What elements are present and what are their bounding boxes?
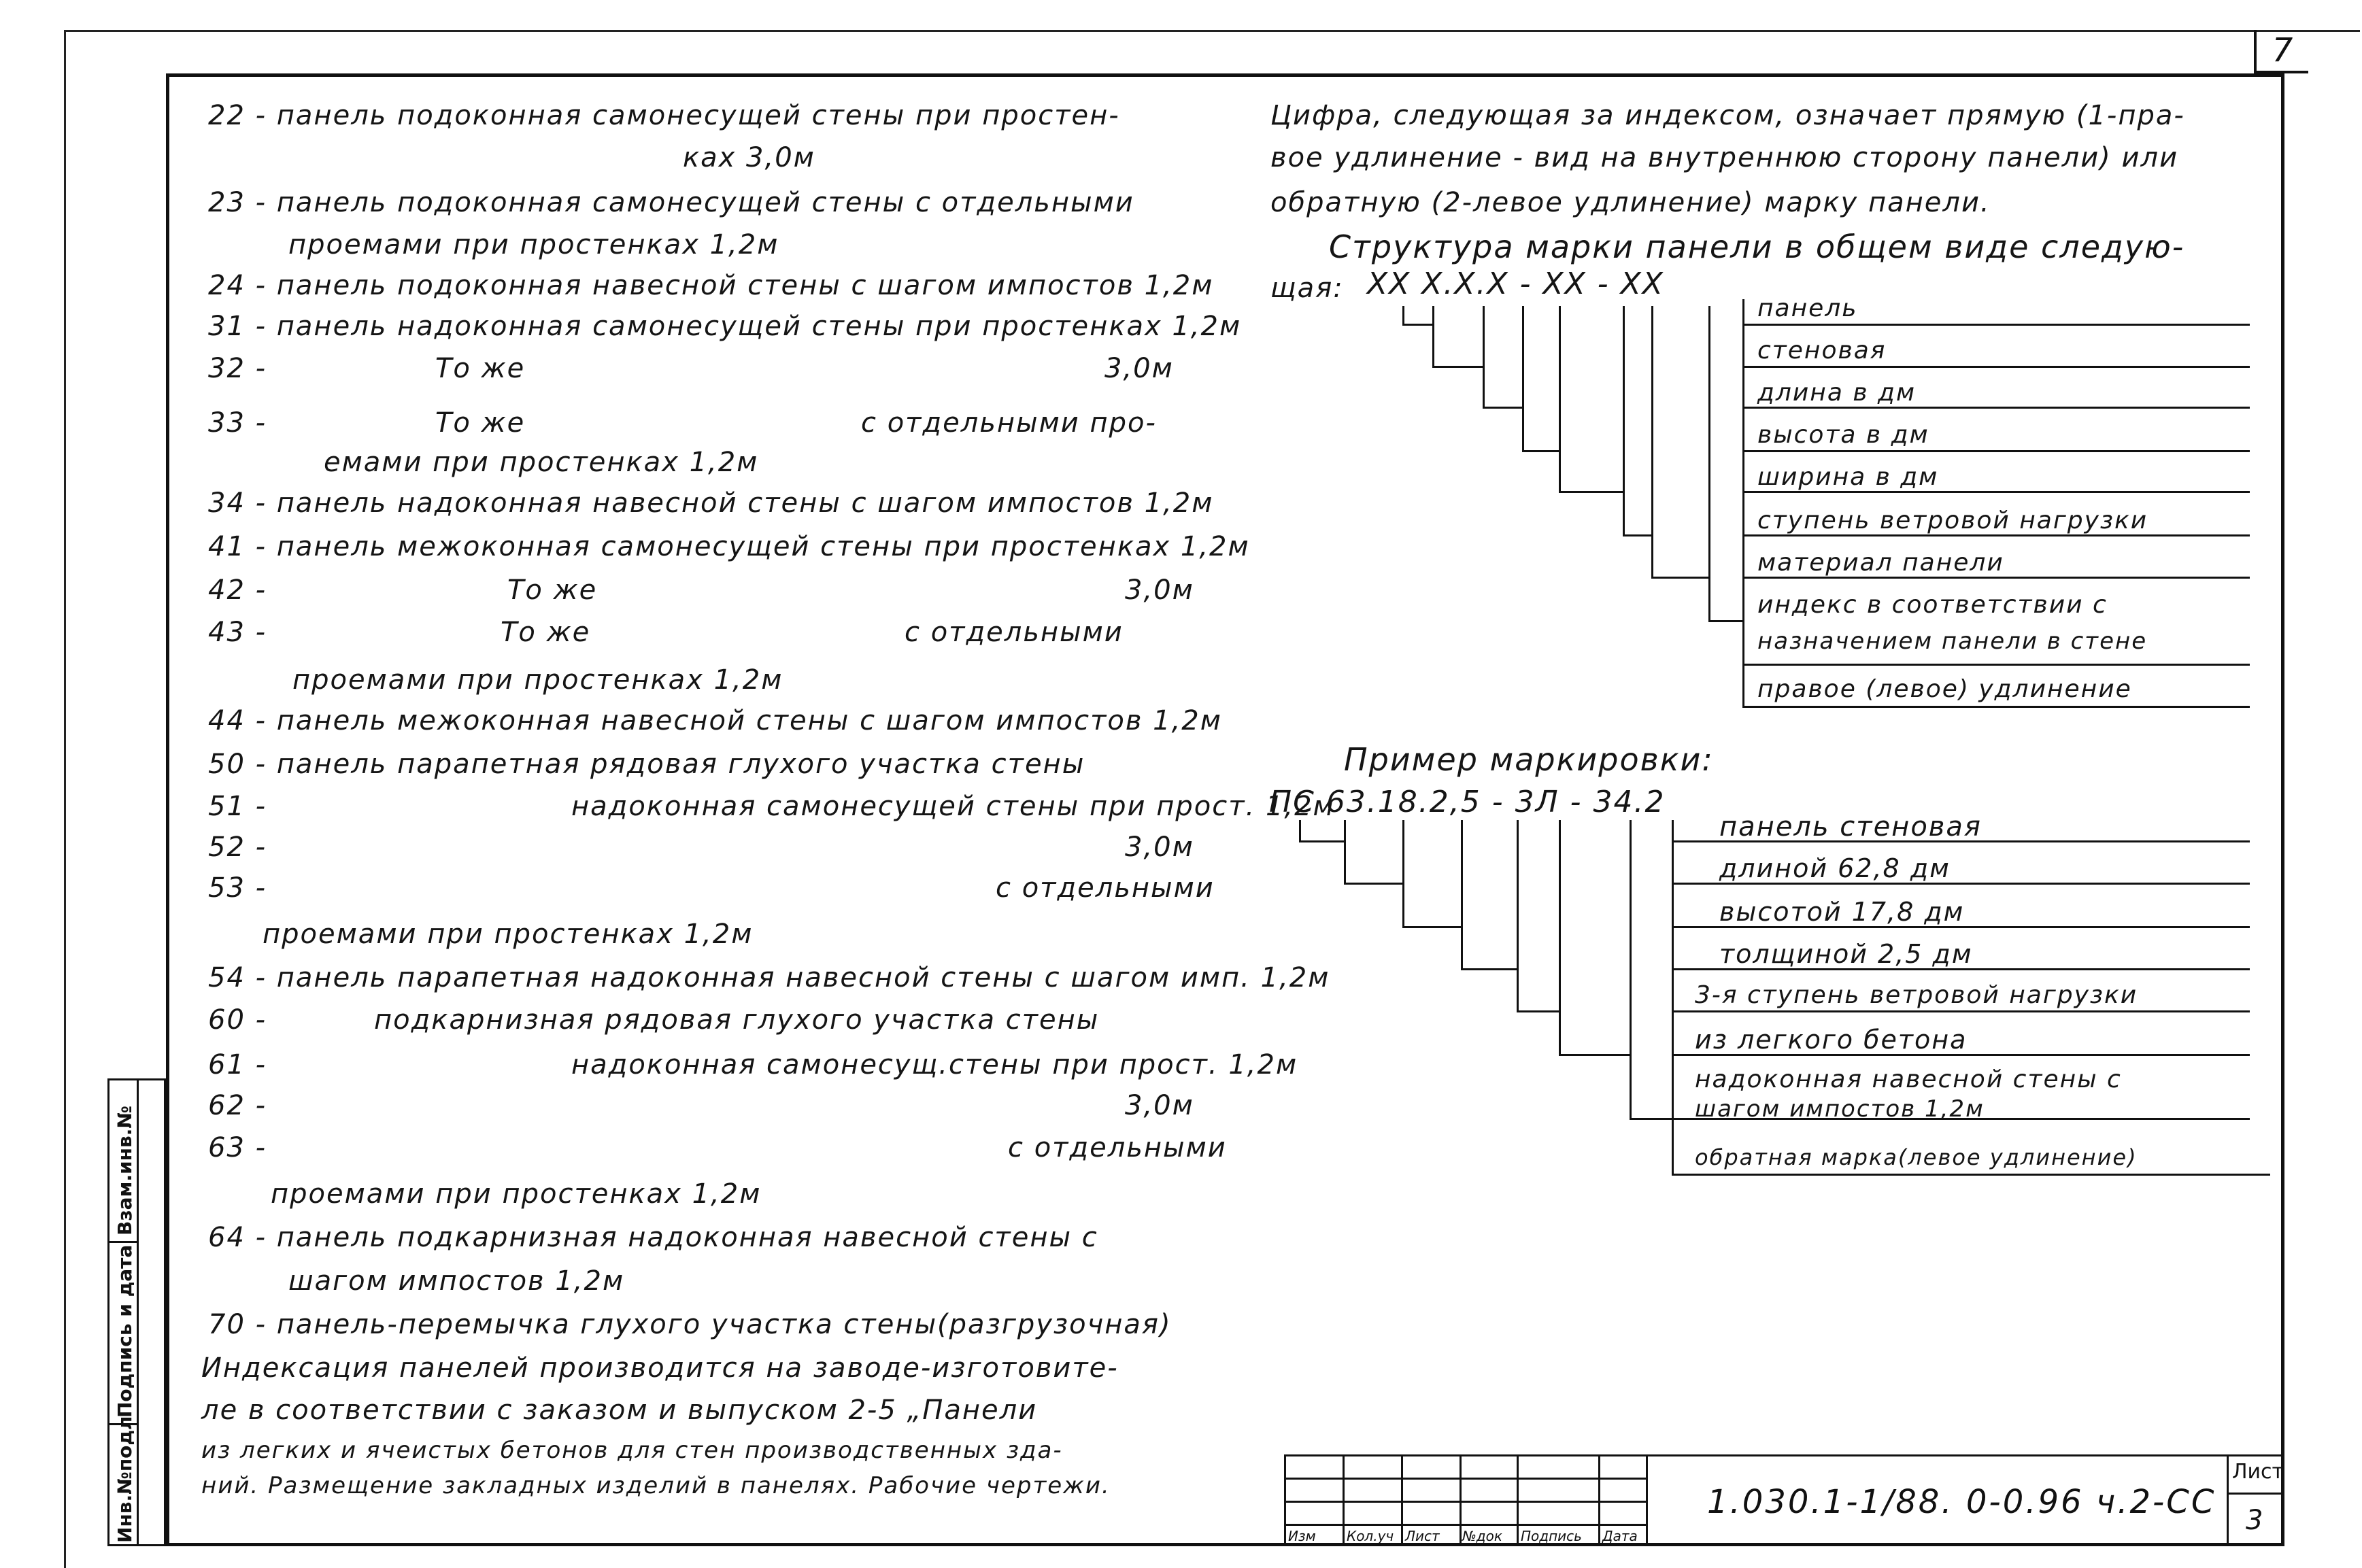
title-grid-row [1284, 1478, 1646, 1480]
list-line: Индексация панелей производится на заводе-изготовите- [201, 1352, 1119, 1384]
list-line: 3,0м [1125, 832, 1194, 863]
side-strip-separator [109, 1241, 137, 1243]
structure-label: ступень ветровой нагрузки [1757, 507, 2148, 534]
list-line: 53 - [208, 872, 267, 904]
example-label: длиной 62,8 дм [1719, 853, 1951, 883]
leader-line [1461, 820, 1463, 968]
list-line: с отдельными [1008, 1132, 1227, 1163]
list-line: емами при простенках 1,2м [324, 447, 759, 478]
title-grid-row [1284, 1524, 1646, 1526]
title-block [1284, 1454, 2284, 1546]
leader-step [1630, 1118, 1672, 1120]
label-underline [1742, 664, 2250, 666]
structure-label: высота в дм [1757, 421, 1929, 449]
list-line: проемами при простенках 1,2м [288, 229, 779, 260]
side-label-replace: Взам.инв.№ [114, 1105, 136, 1235]
leader-line [1559, 820, 1561, 1054]
leader-step [1402, 926, 1461, 928]
structure-formula: XX X.X.X - XX - XX [1367, 267, 1664, 301]
list-line: ле в соответствии с заказом и выпуском 2-5 „Панели [201, 1395, 1038, 1426]
list-line: 3,0м [1125, 575, 1194, 606]
label-underline [1742, 324, 2250, 326]
example-label: из легкого бетона [1695, 1025, 1968, 1055]
list-line: То же [435, 407, 526, 439]
leader-step [1483, 407, 1522, 409]
label-underline [1672, 1010, 2250, 1012]
title-col-label: Дата [1602, 1528, 1638, 1544]
leader-step [1559, 491, 1623, 493]
list-line: 70 - панель-перемычка глухого участка стены(разгрузочная) [208, 1309, 1172, 1340]
list-line: подкарнизная рядовая глухого участка стены [374, 1004, 1100, 1036]
list-line: 3,0м [1104, 353, 1174, 384]
example-label: панель стеновая [1719, 811, 1982, 842]
example-label: надоконная навесной стены с [1695, 1066, 2122, 1093]
leader-step [1299, 840, 1344, 842]
structure-label: правое (левое) удлинение [1757, 675, 2132, 703]
label-underline [1742, 366, 2250, 368]
side-label-inv: Инв.№подл [114, 1416, 136, 1543]
leader-step [1708, 620, 1742, 622]
example-label: высотой 17,8 дм [1719, 897, 1965, 927]
title-grid-col [1646, 1454, 1648, 1546]
list-line: 31 - панель надоконная самонесущей стены при простенках 1,2м [208, 311, 1242, 342]
title-col-label: Изм [1288, 1528, 1316, 1544]
list-line: ках 3,0м [683, 142, 815, 173]
leader-line [1708, 306, 1710, 620]
title-grid-col [1343, 1454, 1345, 1546]
list-line: 44 - панель межоконная навесной стены с шагом импостов 1,2м [208, 705, 1222, 736]
list-line: 22 - панель подоконная самонесущей стены при простен- [208, 100, 1120, 131]
leader-step [1402, 324, 1432, 326]
leader-line [1299, 820, 1301, 840]
list-line: 61 - [208, 1049, 267, 1080]
list-line: 63 - [208, 1132, 267, 1163]
title-grid-col [1284, 1454, 1286, 1546]
label-column-line [1672, 820, 1674, 1174]
list-line: 24 - панель подоконная навесной стены с шагом импостов 1,2м [208, 270, 1214, 301]
list-line: с отдельными [996, 872, 1215, 904]
label-underline [1742, 407, 2250, 409]
leader-line [1483, 306, 1485, 407]
list-line: 42 - [208, 575, 267, 606]
side-strip-divider [137, 1080, 139, 1544]
leader-step [1522, 450, 1559, 452]
leader-line [1432, 306, 1434, 366]
example-label: толщиной 2,5 дм [1719, 939, 1973, 969]
sheet-page-number: 3 [2246, 1505, 2263, 1536]
title-grid-row [2227, 1493, 2284, 1495]
leader-line [1559, 306, 1561, 491]
structure-label: стеновая [1757, 337, 1887, 364]
title-col-label: Лист [1405, 1528, 1440, 1544]
list-line: шагом импостов 1,2м [288, 1265, 625, 1297]
leader-step [1517, 1010, 1559, 1012]
list-line: надоконная самонесущей стены при прост. 1,2м [571, 791, 1335, 822]
label-column-line [1742, 299, 1744, 706]
structure-label: назначением панели в стене [1757, 628, 2148, 655]
structure-label: панель [1757, 294, 1858, 322]
title-grid-col [1517, 1454, 1519, 1546]
label-underline [1742, 450, 2250, 452]
intro-line: обратную (2-левое удлинение) марку панели. [1270, 187, 1991, 218]
side-label-signature: Подпись и дата [114, 1244, 136, 1418]
leader-step [1651, 577, 1708, 579]
list-line: 52 - [208, 832, 267, 863]
list-line: проемами при простенках 1,2м [263, 919, 754, 950]
list-line: 33 - [208, 407, 267, 439]
list-line: 60 - [208, 1004, 267, 1036]
leader-line [1402, 820, 1404, 926]
leader-step [1559, 1054, 1630, 1056]
leader-step [1344, 883, 1402, 885]
title-grid-col [2227, 1454, 2229, 1546]
leader-line [1651, 306, 1653, 577]
list-line: ний. Размещение закладных изделий в панелях. Рабочие чертежи. [201, 1472, 1111, 1499]
list-line: 23 - панель подоконная самонесущей стены с отдельными [208, 187, 1134, 218]
document-code: 1.030.1-1/88. 0-0.96 ч.2-СС [1707, 1483, 2216, 1521]
title-grid-row [1284, 1501, 1646, 1503]
example-label: обратная марка(левое удлинение) [1695, 1144, 2138, 1170]
intro-line: вое удлинение - вид на внутреннюю сторону панели) или [1270, 142, 2179, 173]
list-line: То же [435, 353, 526, 384]
intro-line: Цифра, следующая за индексом, означает прямую (1-пра- [1270, 100, 2185, 131]
list-line: 54 - панель парапетная надоконная навесной стены с шагом имп. 1,2м [208, 962, 1330, 993]
leader-line [1344, 820, 1346, 883]
list-line: с отдельными про- [861, 407, 1157, 439]
leader-step [1432, 366, 1483, 368]
leader-line [1522, 306, 1524, 450]
list-line: 34 - панель надоконная навесной стены с шагом импостов 1,2м [208, 488, 1214, 519]
example-mark: ПС 63.18.2,5 - 3Л - 34.2 [1269, 785, 1666, 819]
list-line: 64 - панель подкарнизная надоконная навесной стены с [208, 1222, 1098, 1253]
title-block-top [1284, 1454, 2284, 1456]
list-line: надоконная самонесущ.стены при прост. 1,2м [571, 1049, 1298, 1080]
list-line: 32 - [208, 353, 267, 384]
label-underline [1742, 577, 2250, 579]
list-line: 43 - [208, 617, 267, 648]
intro-line: щая: [1270, 273, 1344, 304]
structure-label: длина в дм [1757, 379, 1917, 407]
title-grid-col [1460, 1454, 1462, 1546]
title-grid-col [1598, 1454, 1600, 1546]
leader-step [1461, 968, 1517, 970]
list-line: с отдельными [905, 617, 1124, 648]
label-underline [1742, 534, 2250, 536]
label-underline [1742, 491, 2250, 493]
list-line: 62 - [208, 1090, 267, 1121]
title-col-label: Подпись [1521, 1528, 1582, 1544]
leader-line [1623, 306, 1625, 534]
leader-line [1517, 820, 1519, 1010]
list-line: из легких и ячеистых бетонов для стен производственных зда- [201, 1437, 1063, 1464]
leader-line [1630, 820, 1632, 1118]
list-line: 41 - панель межоконная самонесущей стены при простенках 1,2м [208, 531, 1250, 562]
example-label: 3-я ступень ветровой нагрузки [1695, 981, 2138, 1009]
label-underline [1742, 706, 2250, 708]
list-line: проемами при простенках 1,2м [292, 664, 783, 696]
list-line: 51 - [208, 791, 267, 822]
sheet-number: 7 [2254, 30, 2308, 73]
intro-line: Структура марки панели в общем виде следую- [1329, 228, 2185, 265]
side-stamp-strip [107, 1078, 166, 1546]
list-line: То же [507, 575, 598, 606]
leader-step [1623, 534, 1651, 536]
sheet-label: Лист [2232, 1460, 2284, 1484]
example-label: шагом импостов 1,2м [1695, 1095, 1985, 1123]
list-line: проемами при простенках 1,2м [271, 1178, 762, 1210]
title-col-label: №док [1462, 1528, 1502, 1544]
list-line: 3,0м [1125, 1090, 1194, 1121]
list-line: То же [501, 617, 591, 648]
leader-line [1402, 306, 1404, 324]
structure-label: материал панели [1757, 549, 2004, 577]
title-grid-col [1401, 1454, 1403, 1546]
structure-label: индекс в соответствии с [1757, 591, 2108, 619]
structure-label: ширина в дм [1757, 463, 1939, 491]
example-title: Пример маркировки: [1344, 741, 1714, 778]
list-line: 50 - панель парапетная рядовая глухого участка стены [208, 749, 1085, 780]
label-underline [1672, 1174, 2270, 1176]
title-col-label: Кол.уч [1347, 1528, 1394, 1544]
